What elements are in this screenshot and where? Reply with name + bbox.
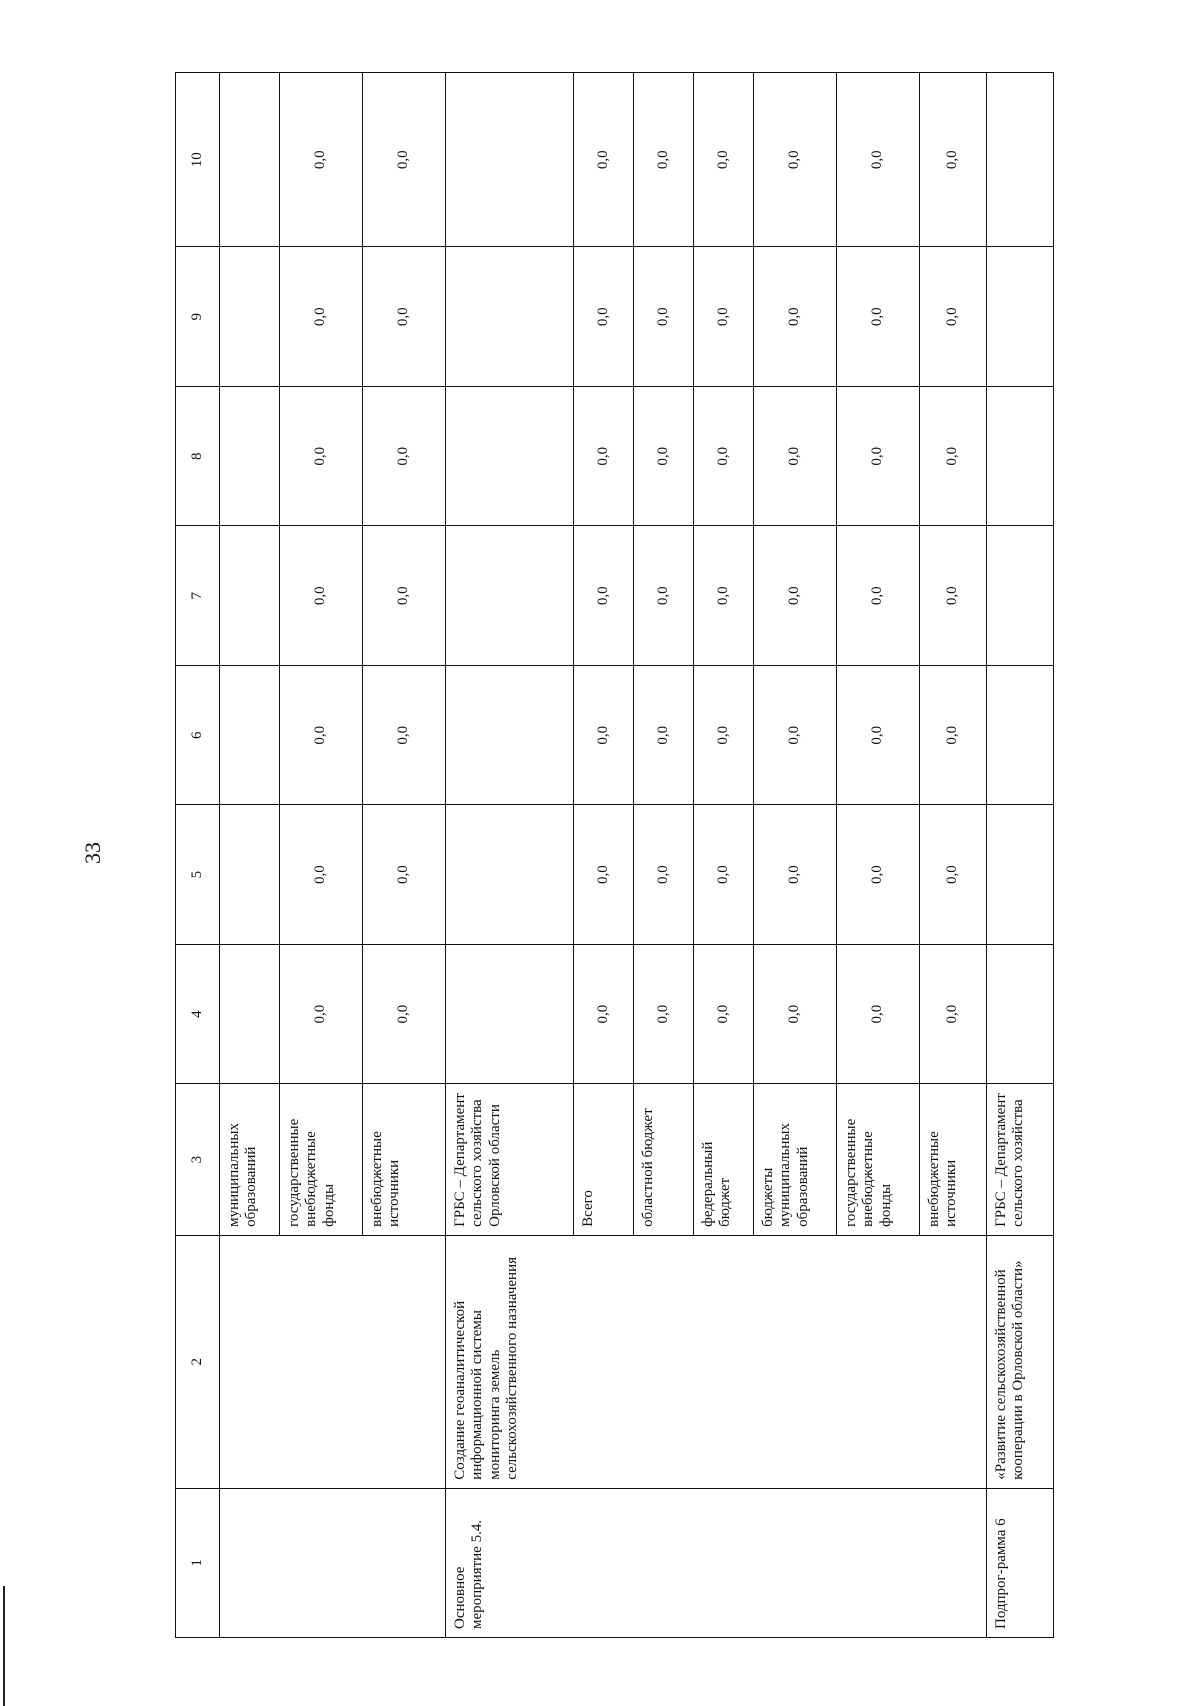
- cell-value-col-4: 0,0: [694, 944, 754, 1083]
- table-header-row: [176, 73, 220, 1638]
- cell-funding-source: федеральный бюджет: [694, 1084, 754, 1235]
- cell-funding-source: государственные внебюджетные фонды: [837, 1084, 920, 1235]
- cell-value-col-7: [446, 526, 574, 665]
- cell-value-col-4: 0,0: [634, 944, 694, 1083]
- cell-value-col-7: 0,0: [574, 526, 634, 665]
- cell-value-col-4: 0,0: [280, 944, 363, 1083]
- cell-value-col-9: 0,0: [754, 247, 837, 386]
- cell-value-col-10: 0,0: [694, 73, 754, 247]
- cell-value-col-7: 0,0: [837, 526, 920, 665]
- cell-value-col-8: [446, 386, 574, 525]
- cell-value-col-8: 0,0: [694, 386, 754, 525]
- cell-value-col-9: [987, 247, 1054, 386]
- cell-value-col-5: [446, 805, 574, 944]
- table-row: [987, 73, 1054, 1638]
- cell-value-col-10: 0,0: [574, 73, 634, 247]
- column-header-7: 7: [176, 526, 220, 665]
- cell-value-col-10: 0,0: [634, 73, 694, 247]
- column-header-2: 2: [176, 1235, 220, 1488]
- cell-value-col-5: 0,0: [634, 805, 694, 944]
- cell-value-col-7: 0,0: [363, 526, 446, 665]
- cell-value-col-4: 0,0: [754, 944, 837, 1083]
- cell-event-code: Основное мероприятие 5.4.: [446, 1488, 987, 1637]
- cell-value-col-5: 0,0: [754, 805, 837, 944]
- cell-value-col-4: [446, 944, 574, 1083]
- budget-table: [175, 72, 1054, 1638]
- cell-value-col-7: 0,0: [694, 526, 754, 665]
- table-rotated-container: [175, 72, 1047, 1638]
- cell-value-col-7: 0,0: [634, 526, 694, 665]
- table-body: [220, 73, 1054, 1638]
- cell-value-col-9: 0,0: [634, 247, 694, 386]
- cell-value-col-6: 0,0: [837, 665, 920, 804]
- cell-value-col-10: 0,0: [754, 73, 837, 247]
- cell-event-name: Создание геоаналитической информационной системы мониторинга земель сельскохозяйственного назначения: [446, 1235, 987, 1488]
- cell-funding-source: государственные внебюджетные фонды: [280, 1084, 363, 1235]
- cell-value-col-8: 0,0: [574, 386, 634, 525]
- cell-value-col-5: 0,0: [363, 805, 446, 944]
- cell-value-col-4: [987, 944, 1054, 1083]
- cell-funding-source: муниципальных образований: [220, 1084, 280, 1235]
- cell-value-col-8: 0,0: [837, 386, 920, 525]
- cell-event-name: [220, 1235, 446, 1488]
- cell-value-col-5: [987, 805, 1054, 944]
- cell-funding-source: бюджеты муниципальных образований: [754, 1084, 837, 1235]
- page-number: 33: [80, 842, 105, 864]
- column-header-6: 6: [176, 665, 220, 804]
- cell-value-col-6: 0,0: [920, 665, 987, 804]
- column-header-10: 10: [176, 73, 220, 247]
- cell-event-code: Подпрог-рамма 6: [987, 1488, 1054, 1637]
- cell-value-col-6: 0,0: [634, 665, 694, 804]
- cell-value-col-10: 0,0: [837, 73, 920, 247]
- cell-value-col-6: 0,0: [574, 665, 634, 804]
- cell-value-col-10: [220, 73, 280, 247]
- cell-event-name: «Развитие сельскохозяйственной кооперации в Орловской области»: [987, 1235, 1054, 1488]
- cell-value-col-5: 0,0: [837, 805, 920, 944]
- cell-funding-source: Всего: [574, 1084, 634, 1235]
- cell-funding-source: ГРБС – Департамент сельского хозяйства: [987, 1084, 1054, 1235]
- cell-value-col-4: [220, 944, 280, 1083]
- column-header-5: 5: [176, 805, 220, 944]
- cell-funding-source: внебюджетные источники: [363, 1084, 446, 1235]
- cell-value-col-6: [446, 665, 574, 804]
- cell-value-col-9: 0,0: [694, 247, 754, 386]
- cell-value-col-8: 0,0: [280, 386, 363, 525]
- cell-value-col-9: 0,0: [363, 247, 446, 386]
- column-header-3: 3: [176, 1084, 220, 1235]
- cell-value-col-9: 0,0: [920, 247, 987, 386]
- cell-value-col-4: 0,0: [837, 944, 920, 1083]
- cell-value-col-6: 0,0: [694, 665, 754, 804]
- cell-value-col-8: 0,0: [920, 386, 987, 525]
- cell-value-col-8: [987, 386, 1054, 525]
- cell-funding-source: областной бюджет: [634, 1084, 694, 1235]
- cell-value-col-9: 0,0: [574, 247, 634, 386]
- cell-value-col-6: 0,0: [280, 665, 363, 804]
- cell-value-col-5: 0,0: [694, 805, 754, 944]
- cell-value-col-8: 0,0: [754, 386, 837, 525]
- column-header-1: 1: [176, 1488, 220, 1637]
- table-row: [446, 73, 574, 1638]
- cell-value-col-9: 0,0: [280, 247, 363, 386]
- cell-value-col-10: 0,0: [363, 73, 446, 247]
- cell-value-col-8: [220, 386, 280, 525]
- cell-value-col-10: [446, 73, 574, 247]
- cell-value-col-7: 0,0: [920, 526, 987, 665]
- cell-value-col-10: 0,0: [280, 73, 363, 247]
- cell-value-col-8: 0,0: [634, 386, 694, 525]
- column-header-4: 4: [176, 944, 220, 1083]
- cell-value-col-5: 0,0: [280, 805, 363, 944]
- cell-value-col-8: 0,0: [363, 386, 446, 525]
- cell-value-col-4: 0,0: [574, 944, 634, 1083]
- column-header-9: 9: [176, 247, 220, 386]
- cell-value-col-7: 0,0: [754, 526, 837, 665]
- cell-value-col-7: [220, 526, 280, 665]
- cell-funding-source: внебюджетные источники: [920, 1084, 987, 1235]
- cell-value-col-6: 0,0: [754, 665, 837, 804]
- cell-value-col-4: 0,0: [363, 944, 446, 1083]
- cell-value-col-6: [220, 665, 280, 804]
- cell-value-col-9: [446, 247, 574, 386]
- cell-value-col-6: 0,0: [363, 665, 446, 804]
- scan-edge-mark: [3, 1586, 5, 1706]
- column-header-8: 8: [176, 386, 220, 525]
- table-row: [220, 73, 280, 1638]
- cell-event-code: [220, 1488, 446, 1637]
- cell-value-col-10: 0,0: [920, 73, 987, 247]
- cell-value-col-5: 0,0: [574, 805, 634, 944]
- cell-value-col-7: [987, 526, 1054, 665]
- cell-value-col-7: 0,0: [280, 526, 363, 665]
- cell-value-col-4: 0,0: [920, 944, 987, 1083]
- cell-value-col-5: [220, 805, 280, 944]
- cell-value-col-6: [987, 665, 1054, 804]
- cell-value-col-10: [987, 73, 1054, 247]
- cell-value-col-5: 0,0: [920, 805, 987, 944]
- cell-value-col-9: 0,0: [837, 247, 920, 386]
- cell-funding-source: ГРБС – Департамент сельского хозяйства Орловской области: [446, 1084, 574, 1235]
- cell-value-col-9: [220, 247, 280, 386]
